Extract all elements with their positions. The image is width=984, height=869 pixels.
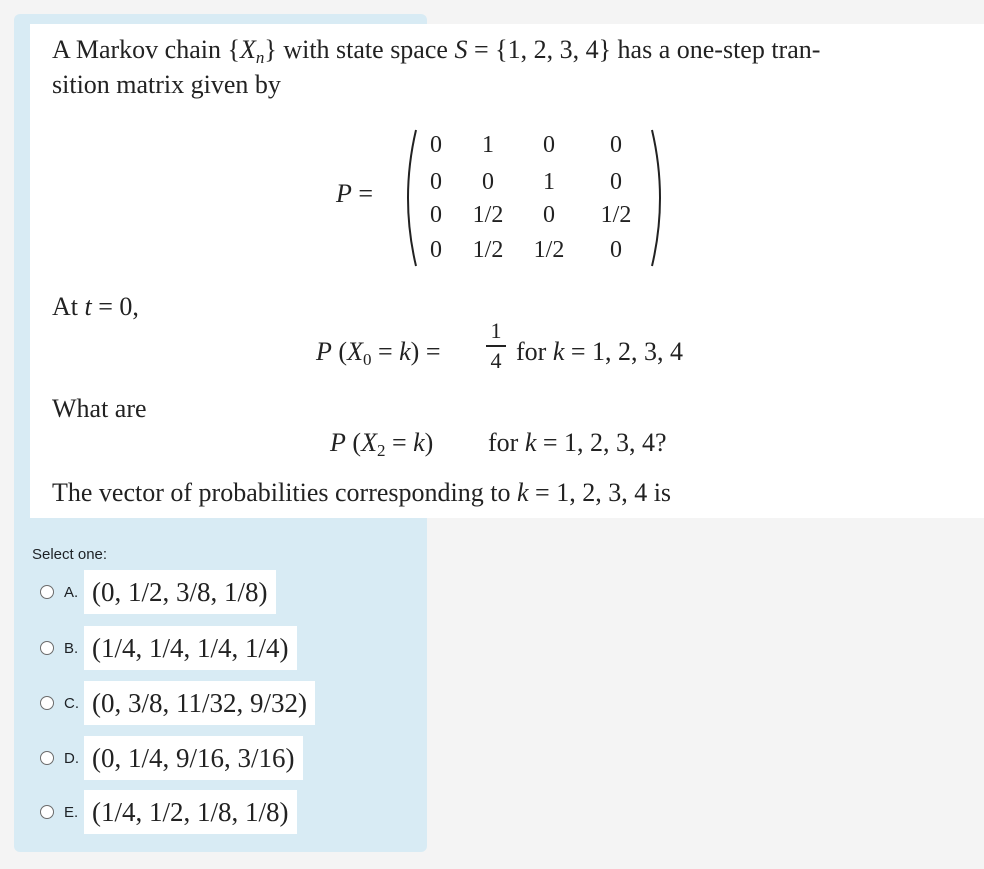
option-letter: A.	[64, 584, 79, 601]
initial-condition: for k = 1, 2, 3, 4	[516, 337, 684, 366]
option-answer-text[interactable]: (0, 3/8, 11/32, 9/32)	[84, 681, 315, 725]
matrix-cell: 1/2	[600, 202, 632, 228]
option-d[interactable]	[36, 736, 336, 784]
matrix-label: P =	[336, 179, 374, 208]
matrix-cell: 1/2	[533, 237, 565, 263]
option-letter: C.	[64, 695, 79, 712]
radio-button[interactable]	[40, 751, 54, 765]
intro-line-2: sition matrix given by	[52, 70, 281, 99]
at-time-line: At t = 0,	[52, 292, 139, 321]
option-answer-text[interactable]: (0, 1/2, 3/8, 1/8)	[84, 570, 276, 614]
matrix-cell: 0	[610, 237, 622, 263]
matrix-cell: 0	[482, 169, 494, 195]
matrix-cell: 1	[543, 169, 555, 195]
option-letter: D.	[64, 750, 79, 767]
matrix-cell: 1/2	[472, 202, 504, 228]
matrix-cell: 1/2	[472, 237, 504, 263]
matrix-cell: 1	[482, 132, 494, 158]
matrix-cell: 0	[430, 169, 442, 195]
radio-button[interactable]	[40, 696, 54, 710]
option-letter: B.	[64, 640, 79, 657]
what-are-text: What are	[52, 394, 147, 423]
question-text	[30, 24, 984, 518]
option-c[interactable]	[36, 681, 336, 729]
initial-distribution: P $(X_0 = k)$ =	[316, 337, 441, 369]
option-answer-text[interactable]: (0, 1/4, 9/16, 3/16)	[84, 736, 303, 780]
intro-line-1: A Markov chain {Xn} with state space S = {1, 2, 3, 4} has a one-step tran-	[52, 35, 821, 67]
option-a[interactable]	[36, 570, 336, 618]
target-probability: P $(X_2 = k)$	[330, 428, 434, 460]
matrix-right-paren	[648, 128, 670, 268]
select-one-label: Select one:	[32, 546, 108, 563]
matrix-cell: 0	[430, 132, 442, 158]
matrix-cell: 0	[430, 237, 442, 263]
matrix-cell: 0	[610, 169, 622, 195]
matrix-cell: 0	[543, 132, 555, 158]
matrix-cell: 0	[430, 202, 442, 228]
option-letter: E.	[64, 804, 79, 821]
radio-button[interactable]	[40, 641, 54, 655]
target-condition: for k = 1, 2, 3, 4?	[488, 428, 667, 457]
option-answer-text[interactable]: (1/4, 1/2, 1/8, 1/8)	[84, 790, 297, 834]
matrix-cell: 0	[610, 132, 622, 158]
vector-line: The vector of probabilities corresponding to k = 1, 2, 3, 4 is	[52, 478, 672, 507]
radio-button[interactable]	[40, 585, 54, 599]
option-e[interactable]	[36, 790, 336, 838]
option-b[interactable]	[36, 626, 336, 674]
fraction-one-quarter: 1 4	[486, 320, 506, 372]
radio-button[interactable]	[40, 805, 54, 819]
matrix-cell: 0	[543, 202, 555, 228]
option-answer-text[interactable]: (1/4, 1/4, 1/4, 1/4)	[84, 626, 297, 670]
